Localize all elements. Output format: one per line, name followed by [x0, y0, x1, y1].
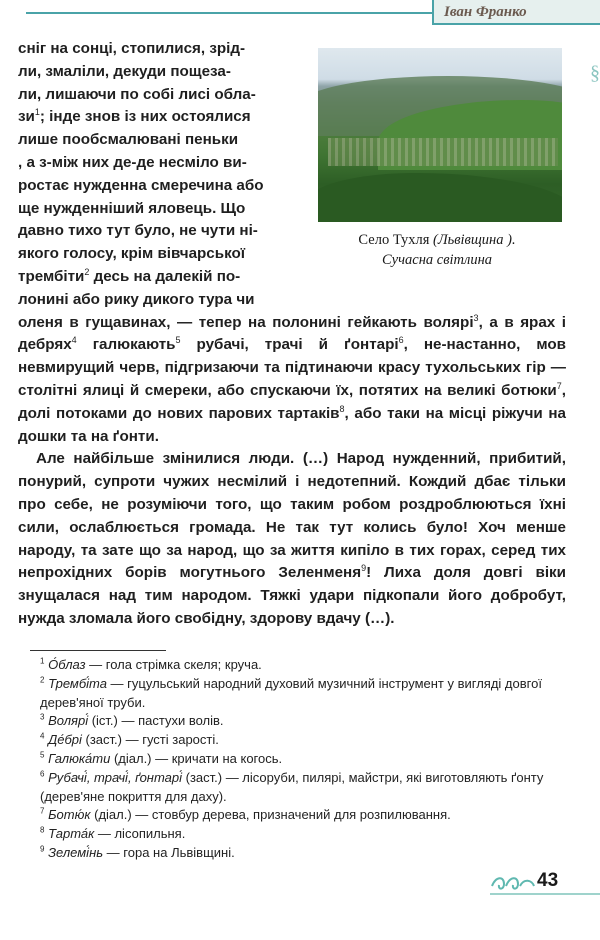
- footnote: $^6$ Рубачі́, трачі́, ґонтарі́ (заст.) — лісоруби, пилярі, майстри, які виготовляють ґонту (дерев'яне покриття для даху).: [40, 769, 544, 804]
- footnotes: [30, 656, 568, 863]
- text-line: якого голосу, крім вівчарської: [18, 245, 246, 263]
- footnote: $^3$ Волярі́ (іст.) — пастухи волів.: [40, 713, 224, 729]
- footnote-separator: [30, 650, 166, 651]
- footnote: $^1$ О́блаз — гола стрімка скеля; круча.: [40, 656, 262, 672]
- text-line: ли, змаліли, декуди пощеза-: [18, 62, 231, 80]
- footnote: $^7$ Ботю́к (діал.) — стовбур дерева, призначений для розпилювання.: [40, 807, 451, 823]
- caption-note: Сучасна світлина: [381, 252, 493, 268]
- text-line: ростає нужденна смеречина або: [18, 176, 264, 194]
- caption-place: Село Тухля: [358, 232, 433, 248]
- figure-caption: [308, 230, 566, 270]
- text-line: ще нужденніший яловець. Що: [18, 199, 246, 217]
- text-line: $зи^1$; інде знов із них остоялися: [18, 107, 251, 126]
- text-line: трембіти$^2$ десь на далекій по-: [18, 266, 241, 285]
- text-line: лонині або рику дикого тура чи: [18, 290, 255, 308]
- footnote: $^9$ Зелемі́нь — гора на Львівщині.: [40, 844, 235, 860]
- text-line: , а з-між них де-де несміло ви-: [18, 153, 247, 171]
- page-edge-ornament: §: [590, 62, 600, 84]
- footnote: $^8$ Тарта́к — лісопильня.: [40, 825, 186, 842]
- text-line: давно тихо тут було, не чути ні-: [18, 222, 258, 240]
- main-text: [18, 38, 566, 631]
- running-header-author: Іван Франко: [432, 0, 600, 25]
- text-line: ли, лишаючи по собі лисі обла-: [18, 85, 256, 103]
- footnote: $^5$ Галюка́ти (діал.) — кричати на когось.: [40, 750, 283, 766]
- paragraph-1-continued: оленя в гущавинах, — тепер на полонині гейкають волярі$^3$, а в ярах і дебрях$^4$ галюкають$^5$ рубачі, трачі й ґонтарі$^6$, не-настанно, мов невмирущий черв, підгризаючи та підтинаючи красу тухольських гір — столітні ялиці й смереки, або спускаючи їх, потятих на великі ботюки$^7$, долі потоками до нових парових тартаків$^8$, або таки на місці ріжучи на дошки та на ґонти.: [18, 312, 567, 445]
- paragraph-2: Але найбільше змінилися люди. (…) Народ нужденний, прибитий, понурий, супроти чужих несмілий і недотепний. Кождий дбає тільки про себе, не розуміючи того, що таким робом роздроблюються їхні сили, ослаблюється громада. Не так тут колись було! Хоч менше народу, та зате що за народ, що за життя кипіло в тих горах, серед тих непрохідних борів могутнього Зеленменя$^9$! Лиха доля довгі віки знущалася над тим народом. Тяжкі удари підкопали його добробут, нужда зломала його свобідну, здорову вдачу (…).: [18, 450, 566, 627]
- text-line: сніг на сонці, стопилися, зрід-: [18, 40, 246, 57]
- footnote: $^2$ Трембі́та — гуцульський народний духовий музичний інструмент у вигляді довгої дерев'яної труби.: [40, 675, 542, 710]
- figure: [308, 48, 566, 288]
- village-photo: [318, 48, 562, 222]
- footer-rule: [490, 893, 600, 895]
- text-line: лише пообсмалювані пеньки: [18, 131, 239, 149]
- page-number: 43: [537, 870, 559, 891]
- page-ornament-icon: [488, 872, 536, 894]
- header-rule: [26, 12, 434, 14]
- footnote: $^4$ Де́брі (заст.) — густі зарості.: [40, 731, 219, 748]
- caption-region: (Львівщина ).: [432, 232, 516, 248]
